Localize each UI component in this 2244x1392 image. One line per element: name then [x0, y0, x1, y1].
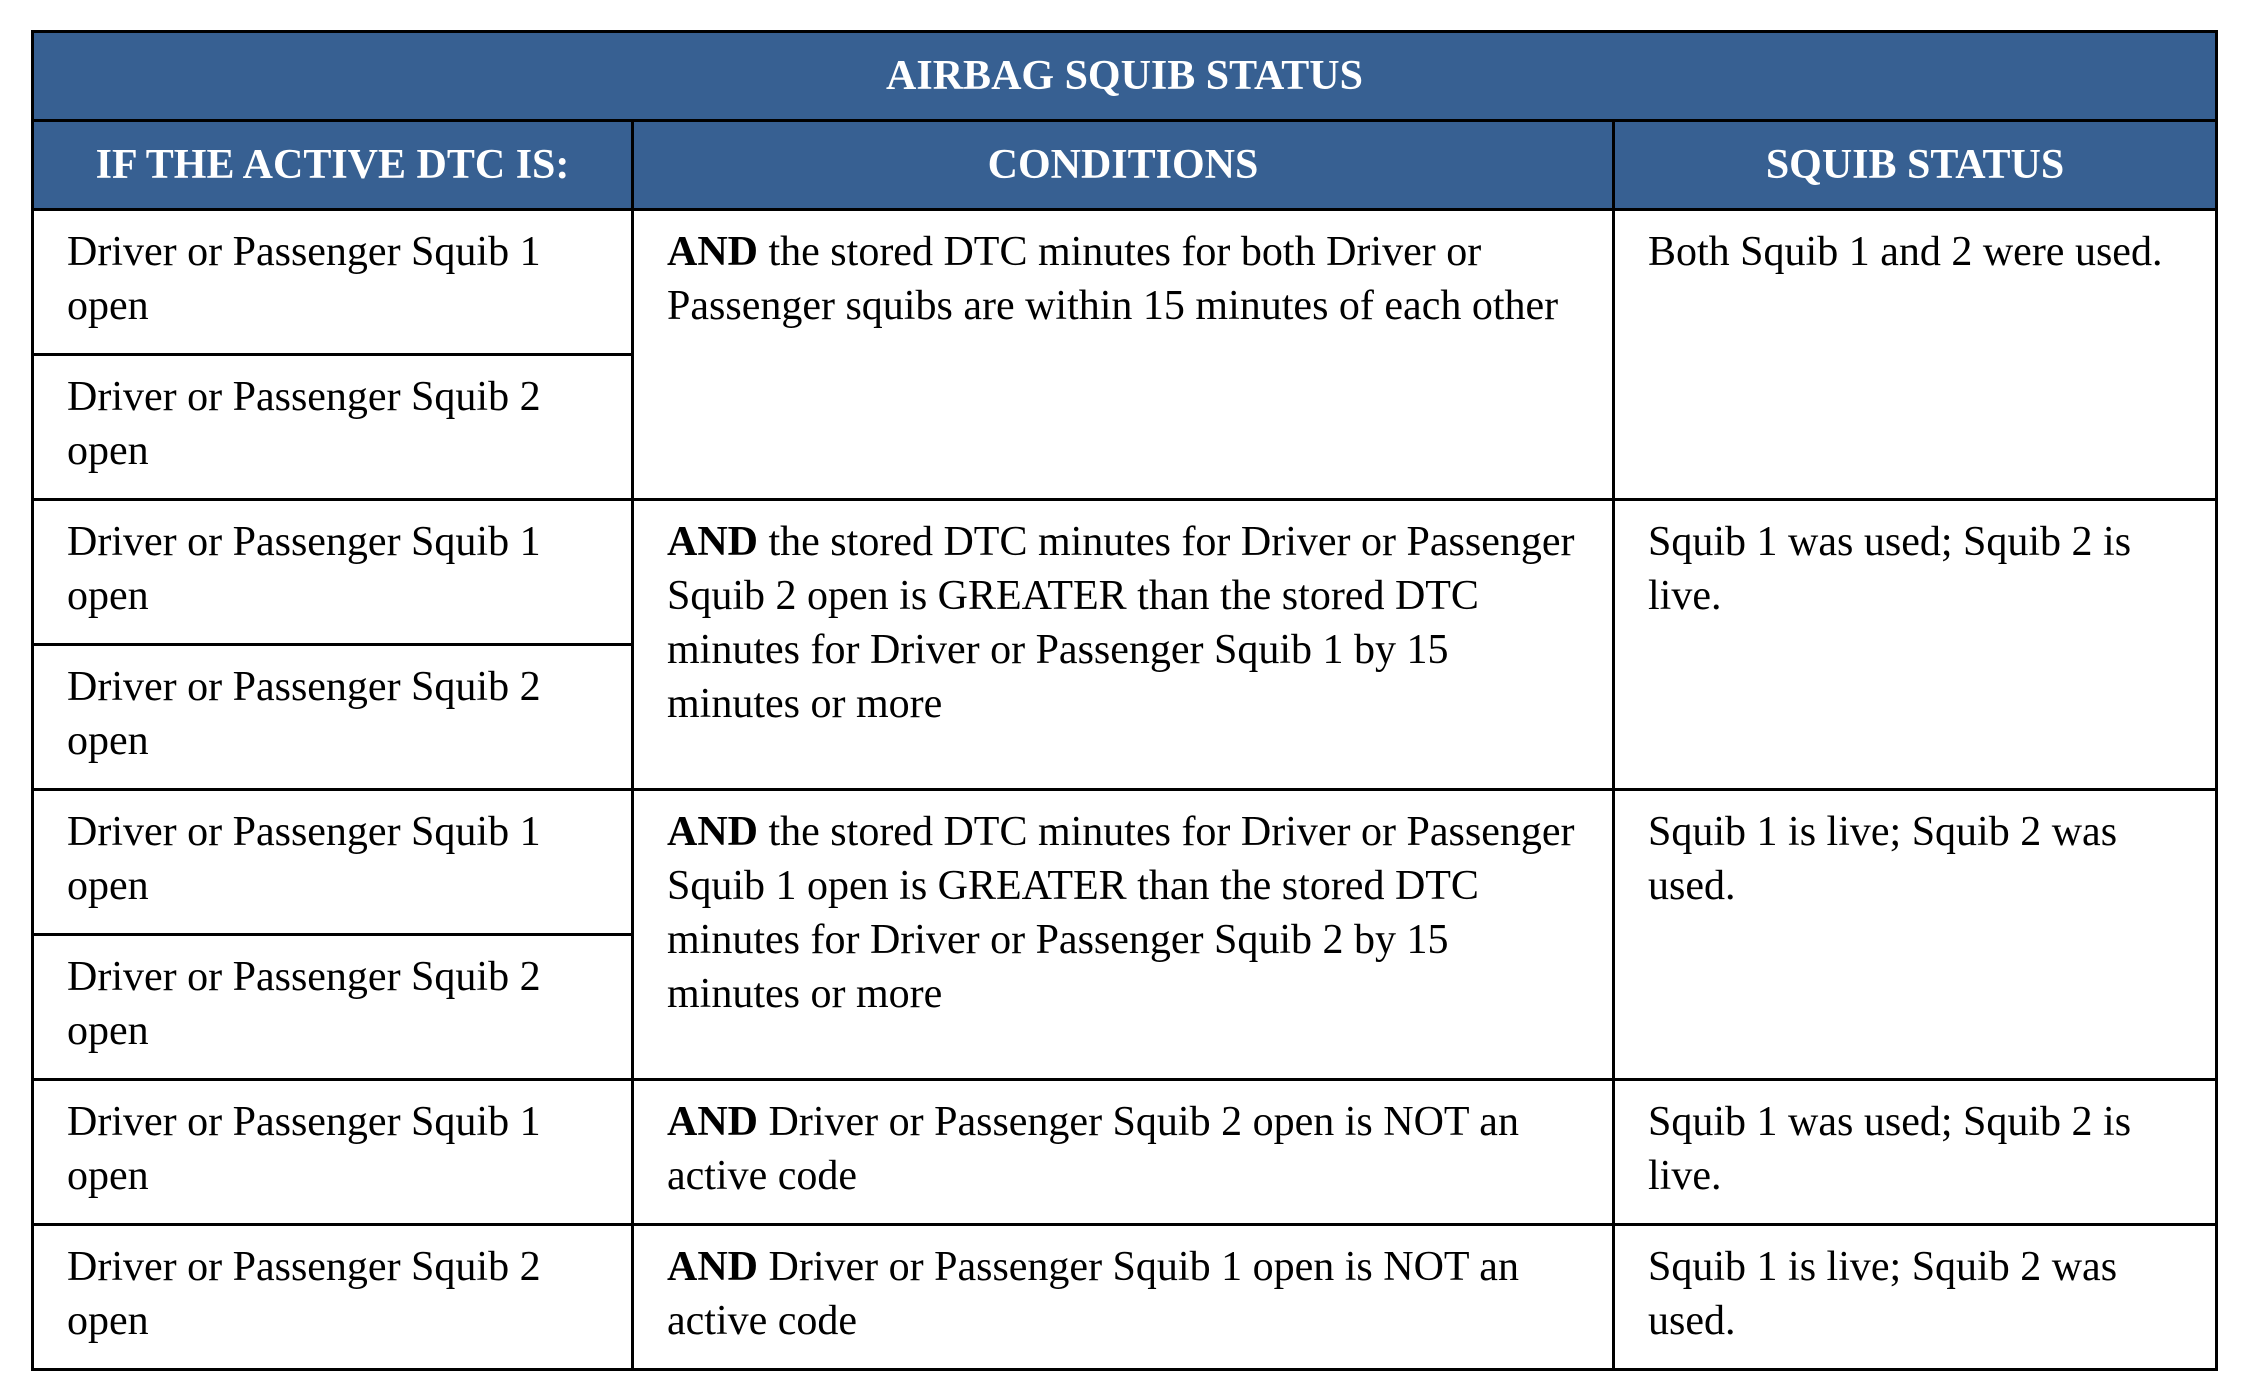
dtc-cell: Driver or Passenger Squib 2 open: [33, 355, 633, 500]
dtc-cell: Driver or Passenger Squib 1 open: [33, 1080, 633, 1225]
table-row: [33, 500, 2217, 645]
table-row: [33, 1225, 2217, 1370]
condition-cell: [633, 1080, 1614, 1225]
condition-cell: [633, 1225, 1614, 1370]
condition-text: the stored DTC minutes for Driver or Passenger Squib 2 open is GREATER than the stored DTC minutes for Driver or Passenger Squib 1 by 15 minutes or more: [667, 519, 1575, 727]
table-body: [33, 210, 2217, 1370]
status-cell: Squib 1 was used; Squib 2 is live.: [1614, 1080, 2217, 1225]
dtc-cell: Driver or Passenger Squib 2 open: [33, 645, 633, 790]
status-cell: Squib 1 is live; Squib 2 was used.: [1614, 790, 2217, 1080]
dtc-cell: Driver or Passenger Squib 2 open: [33, 935, 633, 1080]
condition-text: the stored DTC minutes for both Driver or Passenger squibs are within 15 minutes of each other: [667, 229, 1559, 329]
table-row: [33, 1080, 2217, 1225]
table-title: AIRBAG SQUIB STATUS: [33, 32, 2217, 121]
condition-text: Driver or Passenger Squib 2 open is NOT an active code: [667, 1099, 1519, 1199]
header-active-dtc: IF THE ACTIVE DTC IS:: [33, 121, 633, 210]
condition-keyword: AND: [667, 229, 758, 275]
dtc-cell: Driver or Passenger Squib 1 open: [33, 500, 633, 645]
condition-cell: [633, 210, 1614, 500]
header-squib-status: SQUIB STATUS: [1614, 121, 2217, 210]
condition-text: the stored DTC minutes for Driver or Passenger Squib 1 open is GREATER than the stored DTC minutes for Driver or Passenger Squib 2 by 15 minutes or more: [667, 809, 1575, 1017]
condition-cell: [633, 500, 1614, 790]
condition-keyword: AND: [667, 809, 758, 855]
status-cell: Squib 1 is live; Squib 2 was used.: [1614, 1225, 2217, 1370]
condition-keyword: AND: [667, 1099, 758, 1145]
condition-text: Driver or Passenger Squib 1 open is NOT an active code: [667, 1244, 1519, 1344]
condition-keyword: AND: [667, 1244, 758, 1290]
header-row: [33, 121, 2217, 210]
dtc-cell: Driver or Passenger Squib 1 open: [33, 210, 633, 355]
header-conditions: CONDITIONS: [633, 121, 1614, 210]
condition-keyword: AND: [667, 519, 758, 565]
airbag-squib-status-table: [31, 30, 2218, 1371]
dtc-cell: Driver or Passenger Squib 1 open: [33, 790, 633, 935]
status-cell: Squib 1 was used; Squib 2 is live.: [1614, 500, 2217, 790]
condition-cell: [633, 790, 1614, 1080]
status-cell: Both Squib 1 and 2 were used.: [1614, 210, 2217, 500]
table-row: [33, 790, 2217, 935]
dtc-cell: Driver or Passenger Squib 2 open: [33, 1225, 633, 1370]
title-row: [33, 32, 2217, 121]
table-head: [33, 32, 2217, 210]
table-row: [33, 210, 2217, 355]
